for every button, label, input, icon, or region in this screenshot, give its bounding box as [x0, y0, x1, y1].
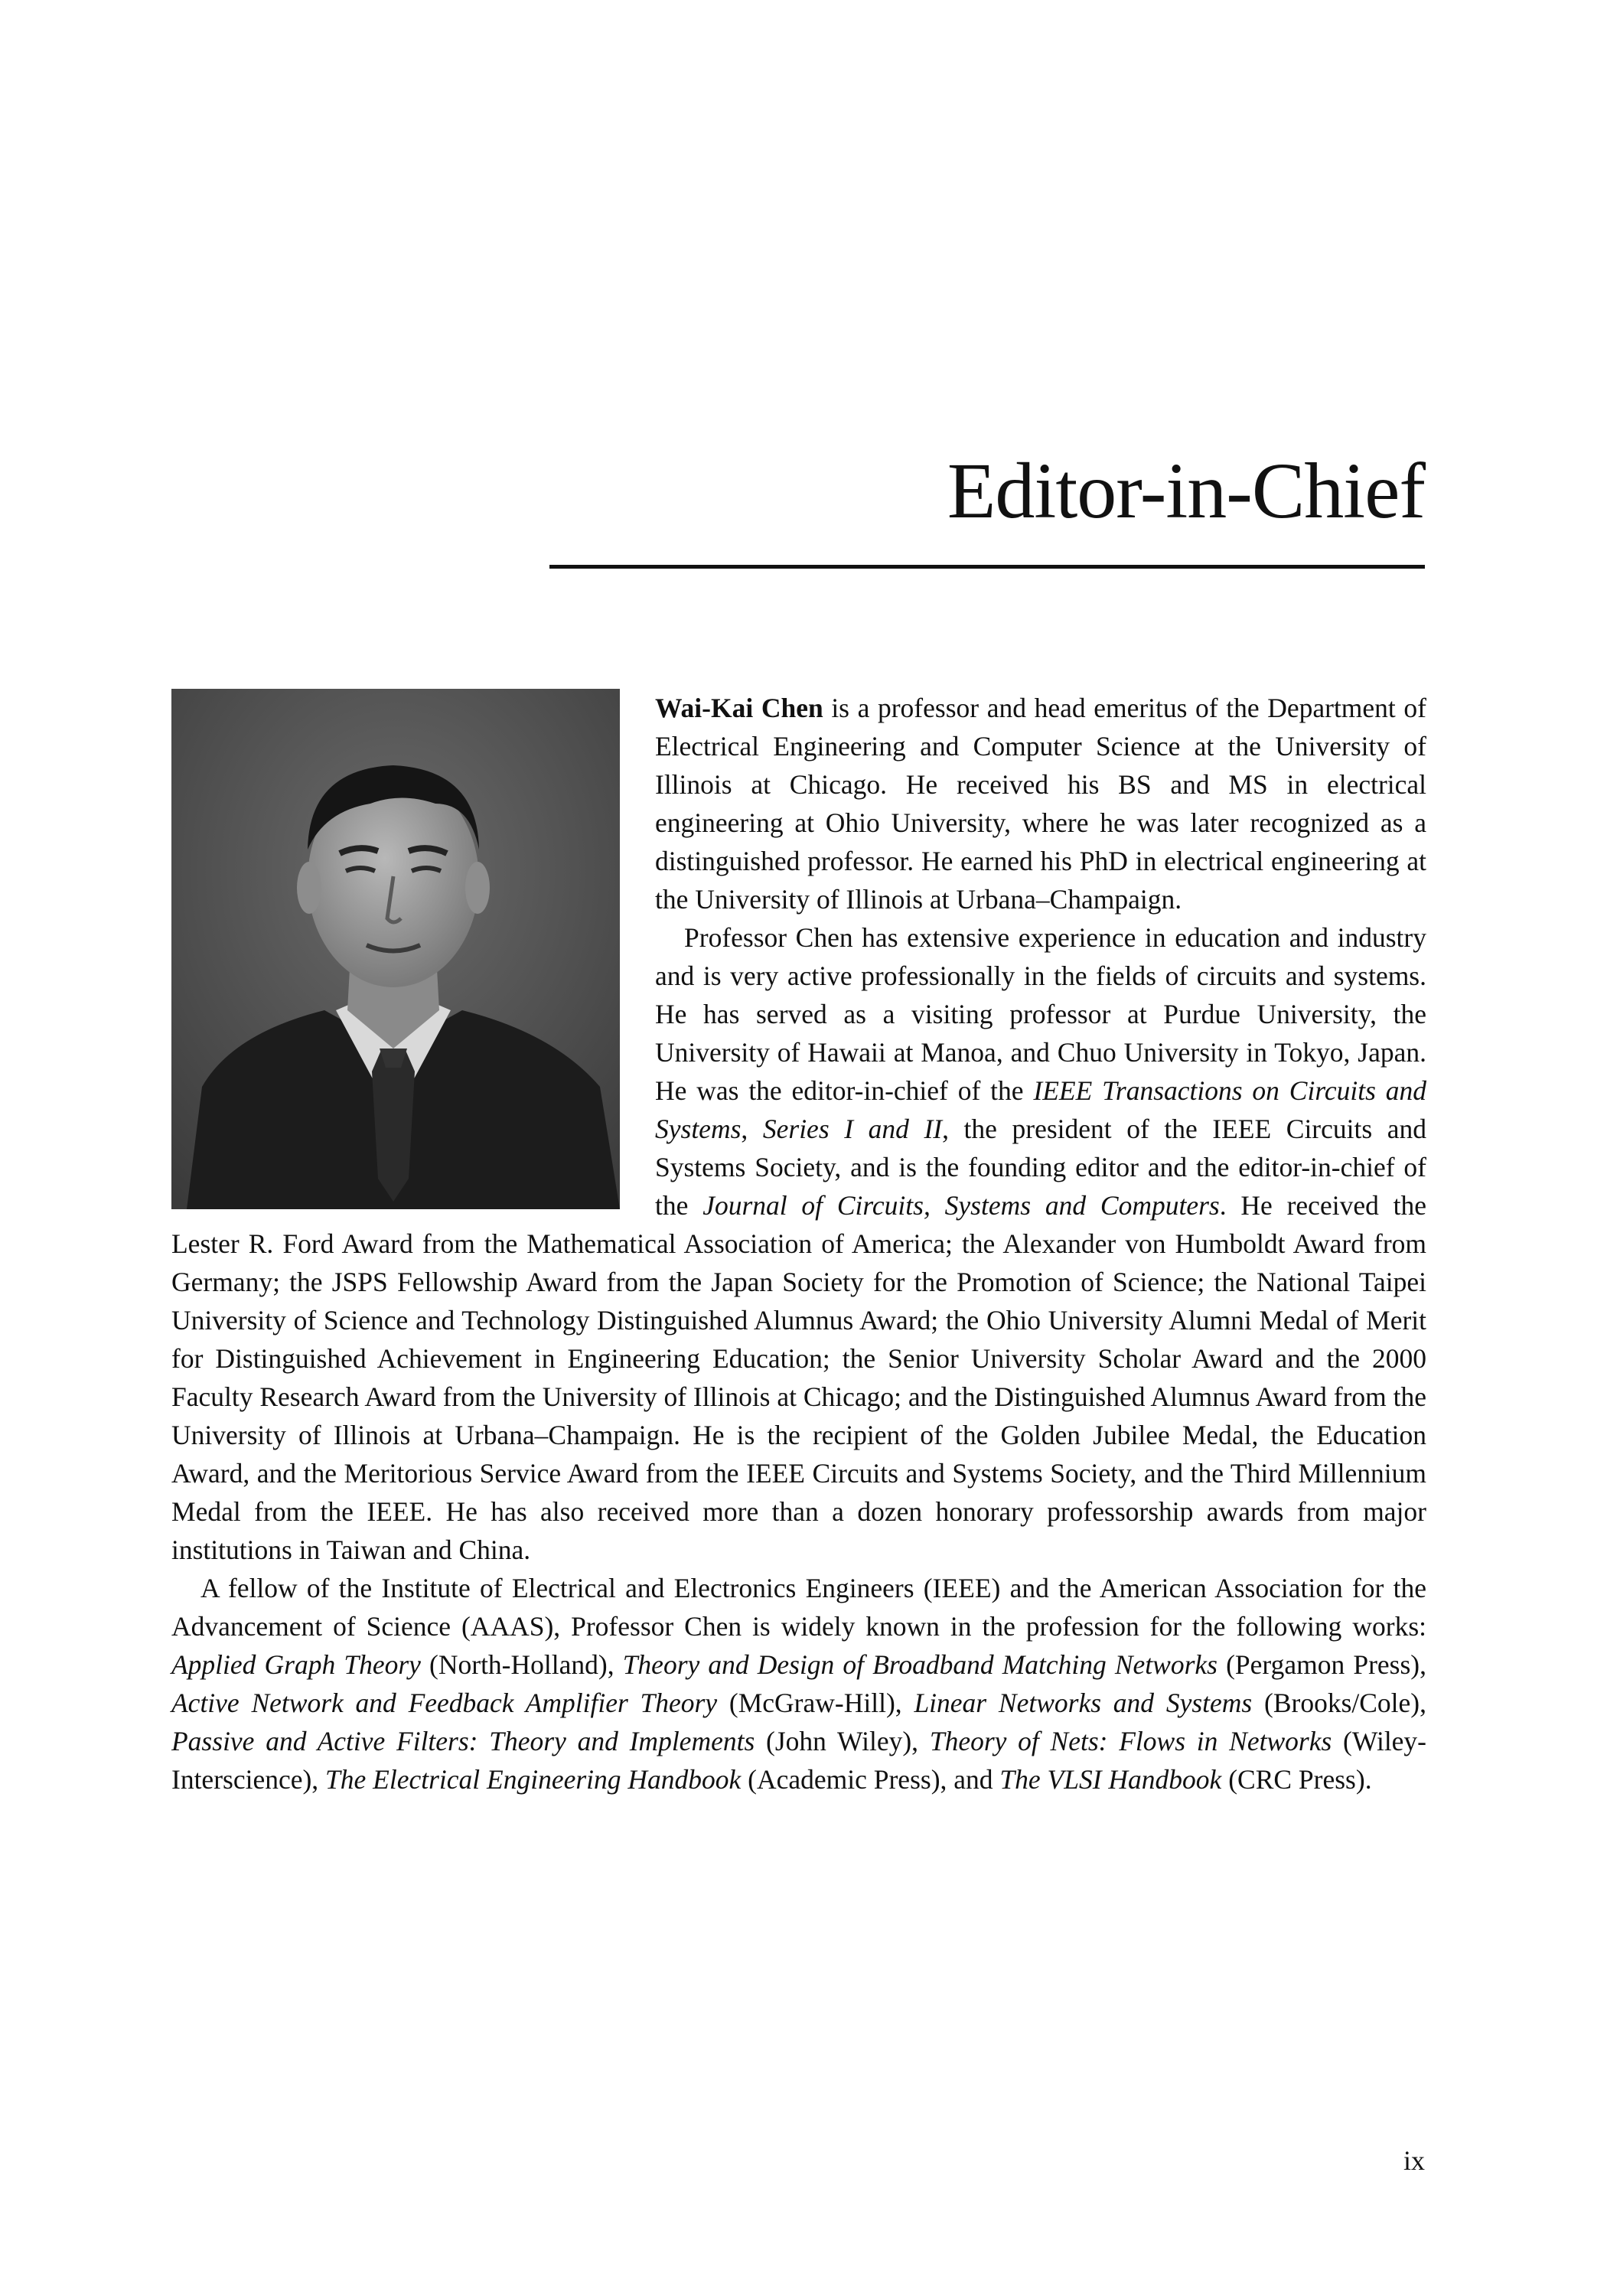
- bio-paragraph-3: A fellow of the Institute of Electrical and Electronics Engineers (IEEE) and the American Association for the Advancement of Science (AAAS), Professor Chen is widely known in the profession for the following works: Applied Graph Theory (North-Holland), Theory and Design of Broadband Matching Networks (Pergamon Press), Active Network and Feedback Amplifier Theory (McGraw-Hill), Linear Networks and Systems (Brooks/Cole), Passive and Active Filters: Theory and Implements (John Wiley), Theory of Nets: Flows in Networks (Wiley-Interscience), The Electrical Engineering Handbook (Academic Press), and The VLSI Handbook (CRC Press).: [171, 1573, 1427, 1795]
- biography: [171, 689, 1426, 1799]
- author-name: Wai-Kai Chen: [655, 693, 823, 723]
- title-rule: [549, 565, 1425, 569]
- bio-paragraph-1: Wai-Kai Chen is a professor and head emeritus of the Department of Electrical Engineering and Computer Science at the University of Illinois at Chicago. He received his BS and MS in electrical engineering at Ohio University, where he was later recognized as a distinguished professor. He earned his PhD in electrical engineering at the University of Illinois at Urbana–Champaign.: [655, 693, 1426, 915]
- page-number: ix: [1403, 2145, 1425, 2176]
- portrait-illustration: [171, 689, 620, 1209]
- bio-paragraph-2: Professor Chen has extensive experience in education and industry and is very active professionally in the fields of circuits and systems. He has served as a visiting professor at Purdue University, the University of Hawaii at Manoa, and Chuo University in Tokyo, Japan. He was the editor-in-chief of the IEEE Transactions on Circuits and Systems, Series I and II, the president of the IEEE Circuits and Systems Society, and is the founding editor and the editor-in-chief of the Journal of Circuits, Systems and Computers. He received the Lester R. Ford Award from the Mathematical Association of America; the Alexander von Humboldt Award from Germany; the JSPS Fellowship Award from the Japan Society for the Promotion of Science; the National Taipei University of Science and Technology Distinguished Alumnus Award; the Ohio University Alumni Medal of Merit for Distinguished Achievement in Engineering Education; the Senior University Scholar Award and the 2000 Faculty Research Award from the University of Illinois at Chicago; and the Distinguished Alumnus Award from the University of Illinois at Urbana–Champaign. He is the recipient of the Golden Jubilee Medal, the Education Award, and the Meritorious Service Award from the IEEE Circuits and Systems Society, and the Third Millennium Medal from the IEEE. He has also received more than a dozen honorary professorship awards from major institutions in Taiwan and China.: [171, 922, 1427, 1565]
- page-title: Editor-in-Chief: [947, 447, 1425, 535]
- portrait-photo: [171, 689, 620, 1209]
